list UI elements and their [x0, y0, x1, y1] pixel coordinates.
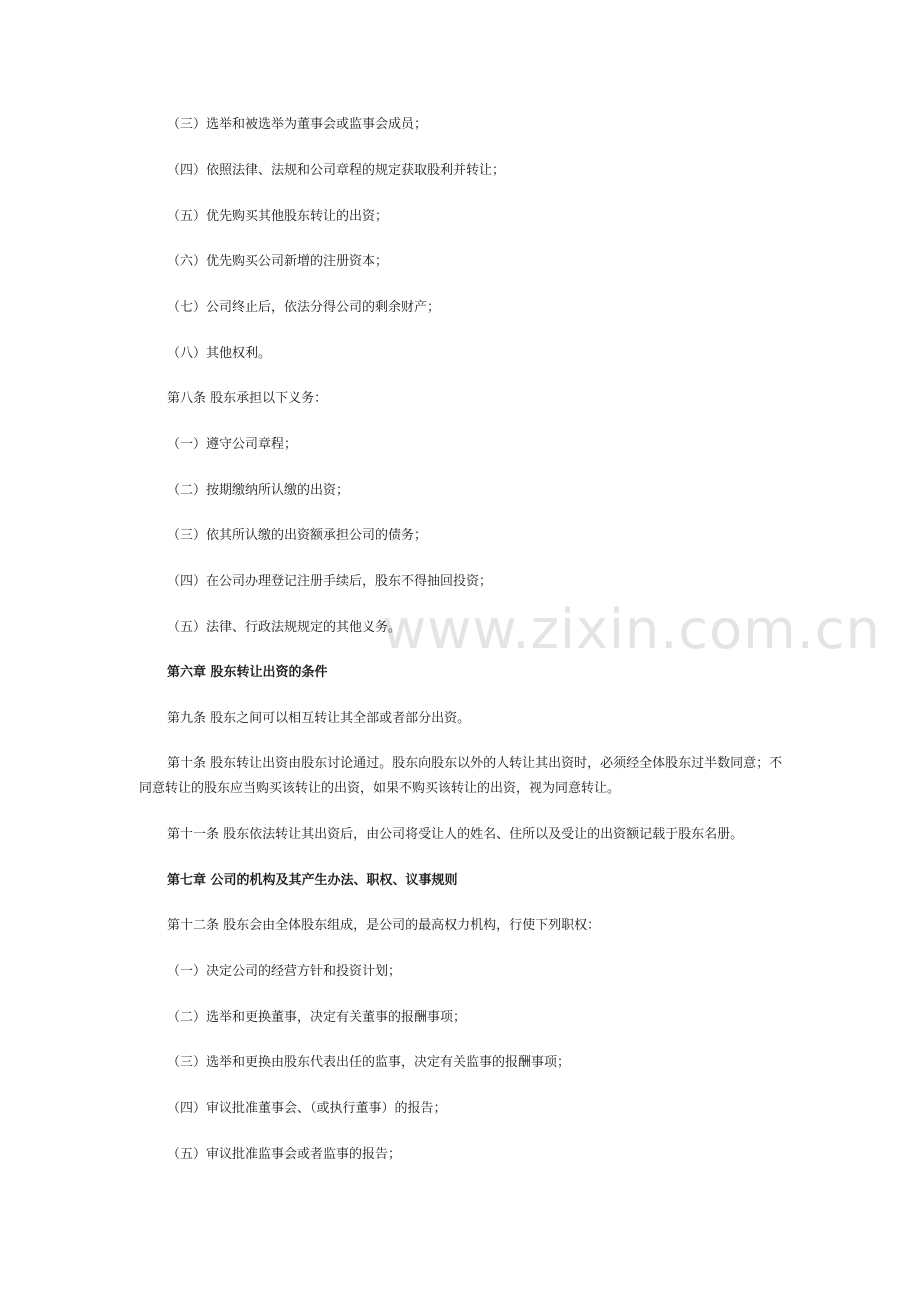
list-item: （五）审议批准监事会或者监事的报告；	[167, 1147, 402, 1162]
list-item: （二）按期缴纳所认缴的出资；	[167, 483, 350, 498]
list-item: （六）优先购买公司新增的注册资本；	[167, 254, 389, 269]
list-item: （五）优先购买其他股东转让的出资；	[167, 209, 389, 224]
article-paragraph: 第十条 股东转让出资由股东讨论通过。股东向股东以外的人转让其出资时，必须经全体股东过半数同意；不同意转让的股东应当购买该转让的出资，如果不购买该转让的出资，视为同意转让。	[139, 756, 783, 796]
chapter-heading: 第七章 公司的机构及其产生办法、职权、议事规则	[167, 873, 458, 888]
list-item: （八）其他权利。	[167, 346, 272, 361]
list-item: （二）选举和更换董事，决定有关董事的报酬事项；	[167, 1010, 467, 1025]
list-item: （三）选举和被选举为董事会或监事会成员；	[167, 117, 428, 132]
article-paragraph: 第八条 股东承担以下义务：	[167, 391, 328, 406]
article-paragraph: 第十二条 股东会由全体股东组成，是公司的最高权力机构，行使下列职权：	[167, 918, 601, 933]
list-item: （一）遵守公司章程；	[167, 437, 298, 452]
article-paragraph: 第十一条 股东依法转让其出资后，由公司将受让人的姓名、住所以及受让的出资额记载于股东名册。	[167, 827, 744, 842]
list-item: （七）公司终止后，依法分得公司的剩余财产；	[167, 300, 441, 315]
list-item: （三）依其所认缴的出资额承担公司的债务；	[167, 528, 428, 543]
list-item: （三）选举和更换由股东代表出任的监事，决定有关监事的报酬事项；	[167, 1055, 571, 1070]
list-item: （五）法律、行政法规规定的其他义务。	[167, 620, 402, 635]
list-item: （四）依照法律、法规和公司章程的规定获取股利并转让；	[167, 163, 506, 178]
article-paragraph: 第九条 股东之间可以相互转让其全部或者部分出资。	[167, 711, 471, 726]
list-item: （四）审议批准董事会、（或执行董事）的报告；	[167, 1101, 447, 1116]
watermark: www.zixin.com.cn	[382, 598, 881, 661]
chapter-heading: 第六章 股东转让出资的条件	[167, 665, 328, 680]
list-item: （一）决定公司的经营方针和投资计划；	[167, 964, 402, 979]
list-item: （四）在公司办理登记注册手续后，股东不得抽回投资；	[167, 574, 493, 589]
